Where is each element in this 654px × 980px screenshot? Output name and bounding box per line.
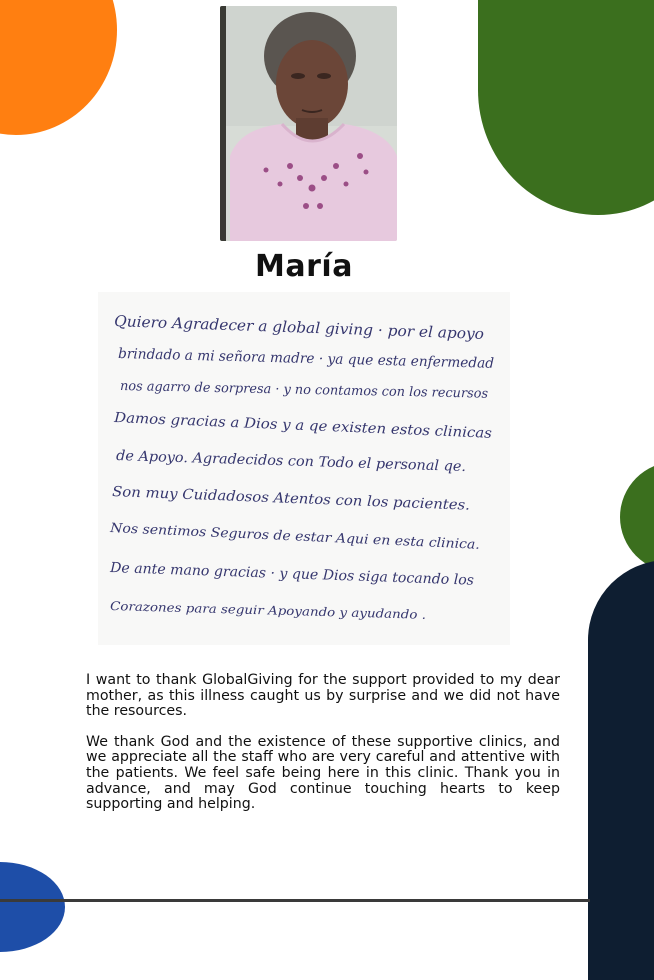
english-translation bbox=[86, 673, 560, 828]
letter-line: de Apoyo. Agradecidos con Todo el personal qe. bbox=[115, 448, 457, 475]
letter-line: De ante mano gracias · y que Dios siga tocando los bbox=[109, 560, 473, 589]
letter-line: Damos gracias a Dios y a qe existen estos clinicas bbox=[113, 410, 469, 441]
green-circle-decoration bbox=[620, 462, 654, 572]
portrait-photo bbox=[220, 6, 397, 241]
letter-line: Corazones para seguir Apoyando y ayudando . bbox=[109, 599, 393, 621]
letter-line: brindado a mi señora madre · ya que esta enfermedad bbox=[117, 346, 504, 373]
handwritten-letter bbox=[98, 292, 510, 645]
letter-line: Nos sentimos Seguros de estar Aqui en esta clinica. bbox=[109, 521, 453, 552]
person-name: María bbox=[255, 249, 353, 284]
translation-paragraph-2: We thank God and the existence of these supportive clinics, and we appreciate all the staff who are very careful and attentive with the patients. We feel safe being here in this clinic. Thank you in advance, and may God continue touching hearts to keep supporting and helping. bbox=[86, 733, 560, 813]
letter-line: nos agarro de sorpresa · y no contamos con los recursos bbox=[119, 379, 492, 402]
letter-line: Quiero Agradecer a global giving · por el apoyo bbox=[113, 312, 476, 343]
letter-line: Son muy Cuidadosos Atentos con los pacientes. bbox=[111, 484, 450, 513]
navy-shape-decoration bbox=[588, 560, 654, 980]
orange-circle-decoration bbox=[0, 0, 117, 135]
green-shape-decoration bbox=[478, 0, 654, 215]
blue-corner-decoration bbox=[0, 862, 65, 952]
translation-paragraph-1: I want to thank GlobalGiving for the support provided to my dear mother, as this illness caught us by surprise and we did not have the resources. bbox=[86, 672, 560, 720]
